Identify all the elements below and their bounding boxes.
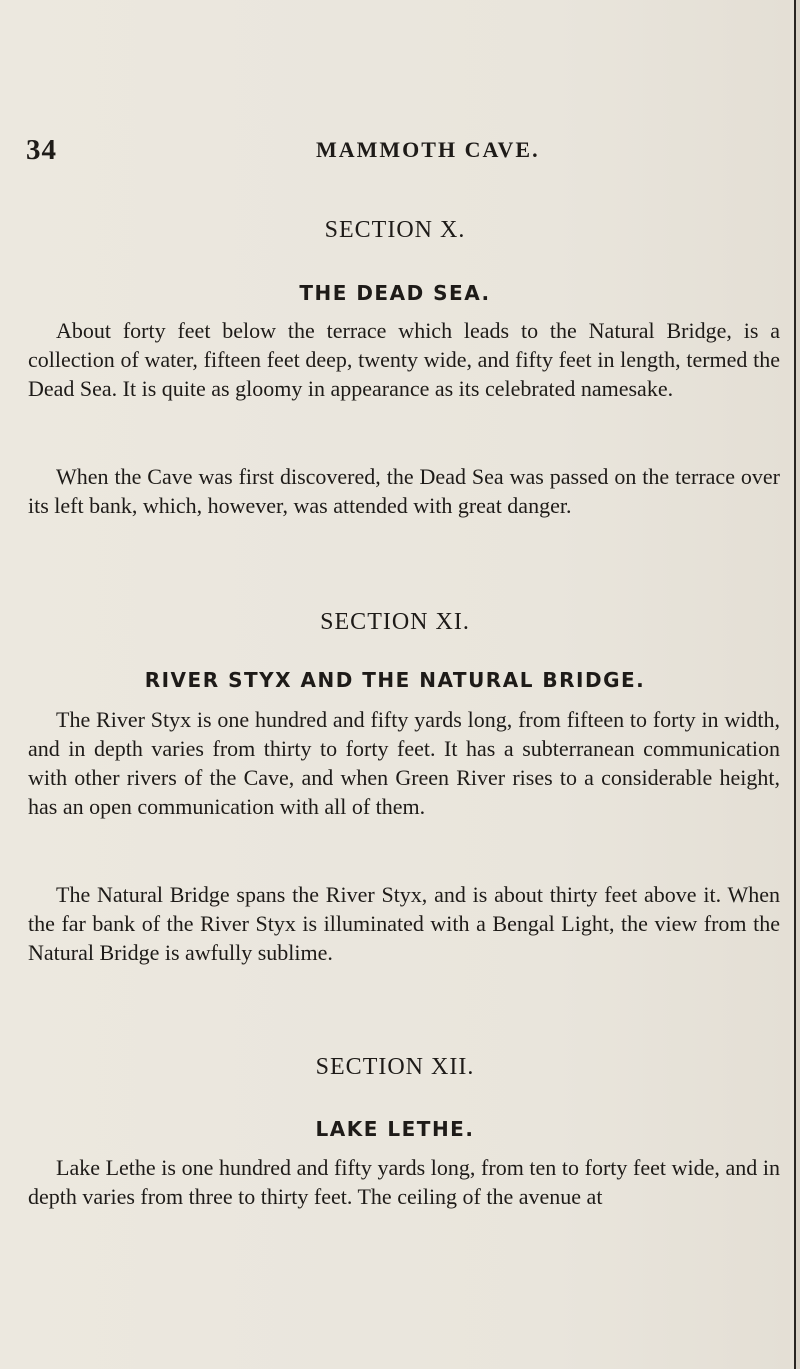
page-edge-line [794, 0, 796, 1369]
section-label: SECTION XII. [315, 1054, 475, 1080]
running-title: MAMMOTH CAVE. [316, 137, 540, 162]
paragraph: About forty feet below the terrace which leads to the Natural Bridge, is a collection of water, fifteen feet deep, twenty wide, and fifty feet in length, termed the Dead Sea. It is quite as gloomy in appearance as its celebrated namesake. [28, 318, 780, 401]
running-head [26, 134, 750, 164]
section-label: SECTION XI. [320, 609, 470, 635]
section-heading: RIVER STYX AND THE NATURAL BRIDGE. [144, 668, 646, 692]
page-number: 34 [26, 134, 57, 166]
section-heading: LAKE LETHE. [315, 1117, 475, 1141]
paragraph: When the Cave was first discovered, the Dead Sea was passed on the terrace over its left bank, which, however, was attended with great danger. [28, 464, 780, 518]
section-label: SECTION X. [324, 217, 466, 243]
paragraph: The Natural Bridge spans the River Styx, and is about thirty feet above it. When the far bank of the River Styx is illuminated with a Bengal Light, the view from the Natural Bridge is awfully sublime. [28, 882, 780, 965]
page-edge-shadow [796, 0, 800, 1369]
paragraph: Lake Lethe is one hundred and fifty yards long, from ten to forty feet wide, and in depth varies from three to thirty feet. The ceiling of the avenue at [28, 1155, 780, 1209]
paragraph: The River Styx is one hundred and fifty yards long, from fifteen to forty in width, and in depth varies from thirty to forty feet. It has a subterranean communication with other rivers of the Cave, and when Green River rises to a considerable height, has an open communication with all of them. [28, 707, 780, 819]
section-heading: THE DEAD SEA. [299, 281, 491, 305]
